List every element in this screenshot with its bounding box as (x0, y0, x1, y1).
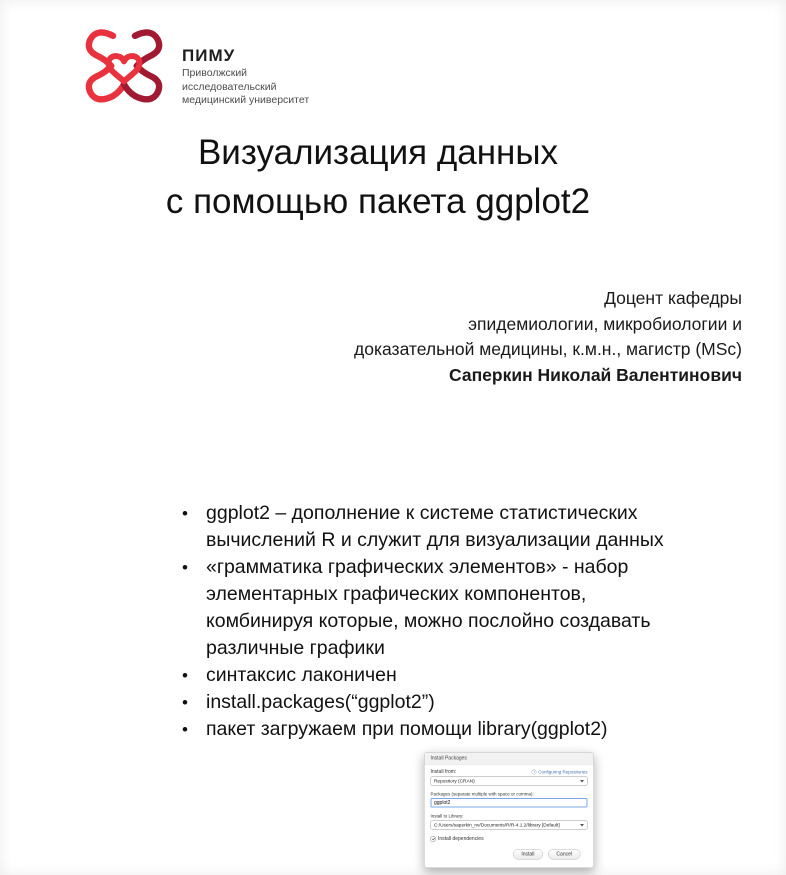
slide-title-line2: с помощью пакета ggplot2 (165, 182, 591, 221)
repository-select-value: Repository (CRAN) (434, 778, 475, 784)
bullet-item: • пакет загружаем при помощи library(ggplot2) (180, 716, 674, 743)
bullet-item: • синтаксис лаконичен (180, 662, 674, 689)
author-line: доказательной медицины, к.м.н., магистр (MSc) (354, 339, 742, 359)
checkbox-check-icon (432, 836, 435, 839)
repository-select[interactable] (431, 777, 588, 786)
install-button[interactable]: Install (513, 849, 543, 860)
bullet-list (180, 500, 674, 743)
install-from-label: Install from: (430, 769, 457, 775)
logo-knot-icon (76, 24, 172, 106)
slide-title-line1: Визуализация данных (197, 133, 559, 172)
author-line: Доцент кафедры (604, 288, 742, 308)
chevron-down-icon (580, 824, 584, 827)
packages-input[interactable] (431, 798, 588, 808)
install-dependencies-label: Install dependencies (438, 836, 484, 842)
logo-subtitle-line: исследовательский (182, 80, 277, 93)
configuring-repositories-link-label: Configuring Repositories (538, 769, 588, 775)
logo-subtitle-line: Приволжский (182, 67, 248, 79)
dialog-title-bar (425, 753, 594, 765)
bullet-item: • «грамматика графических элементов» - набор элементарных графических компонентов, комбинируя которые, можно послойно создавать различные графики (180, 554, 674, 662)
logo-subtitle-line: медицинский университет (182, 94, 310, 106)
chevron-down-icon (580, 780, 584, 783)
bullet-item: • install.packages(“ggplot2”) (180, 689, 674, 716)
author-name: Саперкин Николай Валентинович (449, 364, 742, 385)
author-block (354, 286, 742, 388)
help-icon[interactable]: ? (533, 770, 536, 774)
library-select[interactable] (431, 821, 588, 830)
dialog-title: Install Packages (430, 755, 467, 761)
logo-brand: ПИМУ (182, 46, 236, 65)
configuring-repositories-link[interactable] (532, 770, 588, 775)
slide-title (0, 128, 756, 226)
cancel-button[interactable]: Cancel (548, 849, 581, 860)
bullet-item: • ggplot2 – дополнение к системе статистических вычислений R и служит для визуализации данных (180, 500, 674, 554)
university-logo (76, 24, 309, 107)
packages-label: Packages (separate multiple with space or comma): (430, 791, 534, 797)
author-line: эпидемиологии, микробиологии и (468, 313, 742, 334)
install-dependencies-checkbox[interactable] (431, 836, 436, 841)
library-select-value: C:/Users/saperkin_nv/Documents/R/R-4.1.2/library [Default] (434, 822, 560, 828)
install-packages-dialog (424, 752, 594, 868)
library-label: Install to Library: (430, 813, 464, 819)
